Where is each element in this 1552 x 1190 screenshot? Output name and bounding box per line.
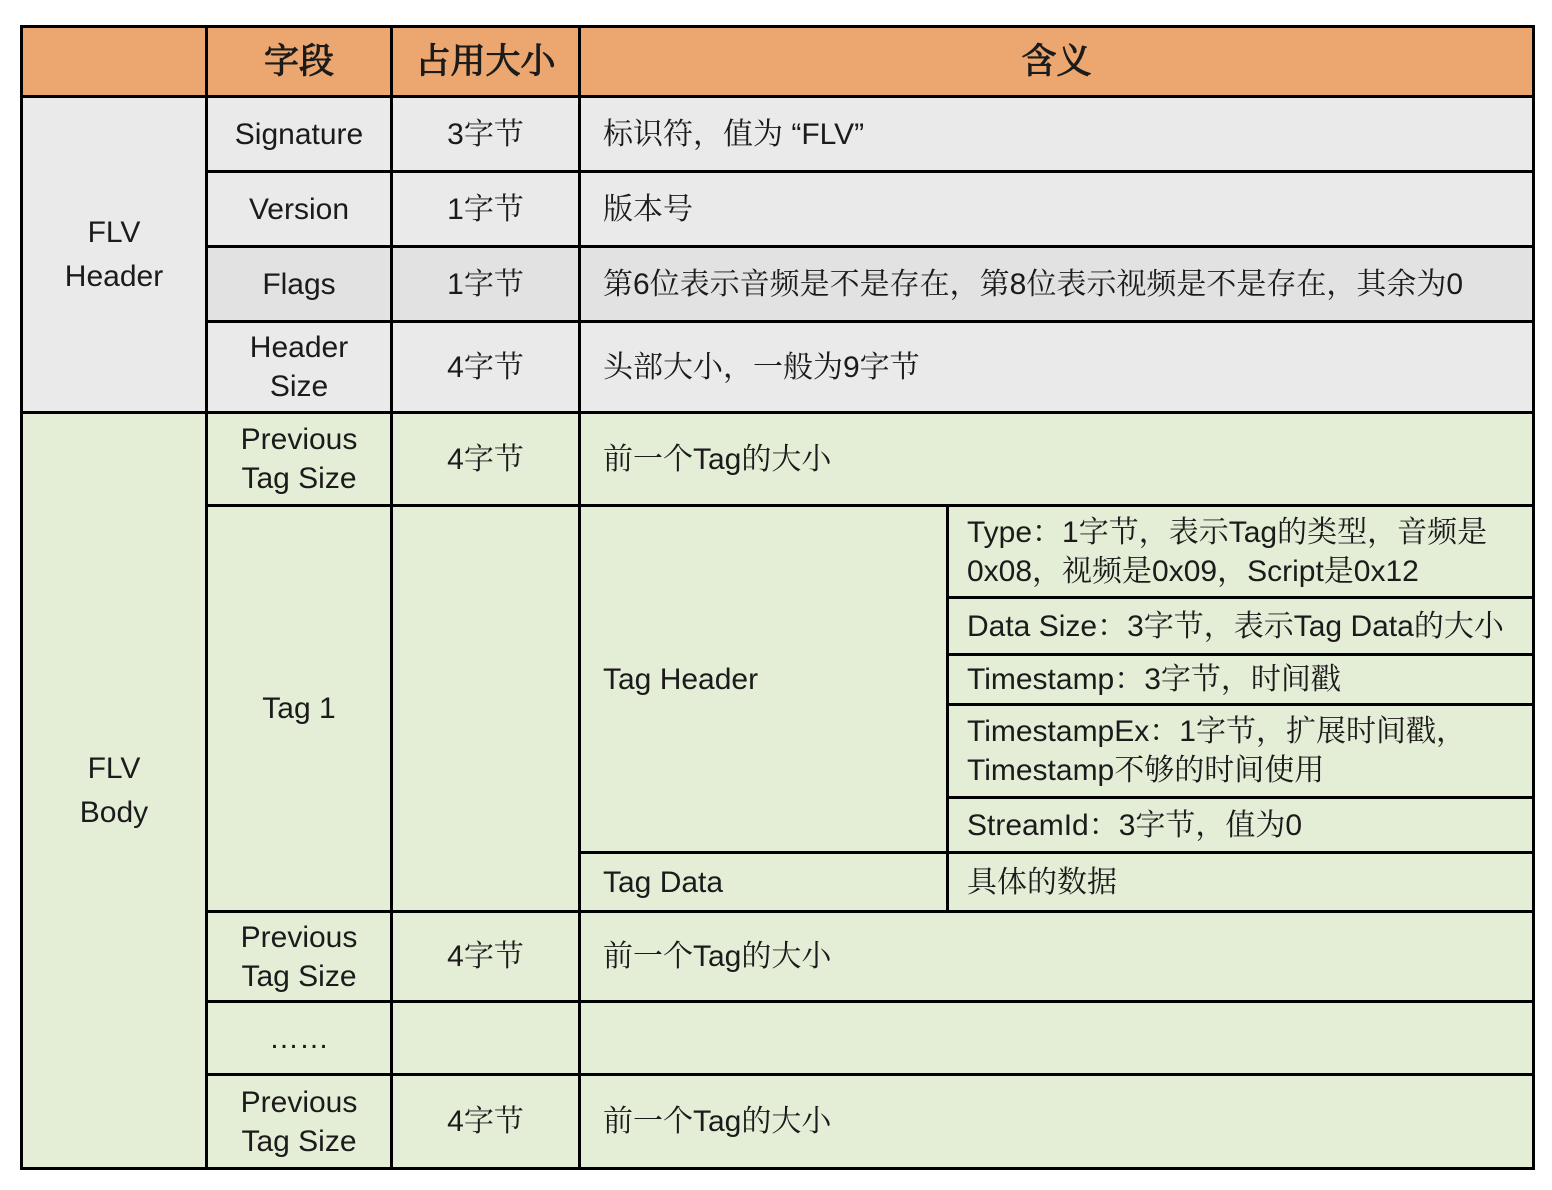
table-row-flags bbox=[22, 247, 1534, 322]
cell-prev-tag-size-1-field: Previous Tag Size bbox=[207, 413, 392, 506]
cell-tag1-label: Tag 1 bbox=[207, 506, 392, 912]
cell-tag-header-type: Type：1字节，表示Tag的类型，音频是0x08，视频是0x09，Script是0x12 bbox=[948, 506, 1534, 598]
cell-flags-meaning: 第6位表示音频是不是存在，第8位表示视频是不是存在，其余为0 bbox=[580, 247, 1534, 322]
header-cell-field: 字段 bbox=[207, 27, 392, 97]
cell-tag1-size-empty bbox=[392, 506, 580, 912]
table-row-version bbox=[22, 172, 1534, 247]
cell-prev-tag-size-1-size: 4字节 bbox=[392, 413, 580, 506]
cell-signature-field: Signature bbox=[207, 97, 392, 172]
cell-prev-tag-size-3-size: 4字节 bbox=[392, 1075, 580, 1169]
cell-version-meaning: 版本号 bbox=[580, 172, 1534, 247]
header-cell-empty bbox=[22, 27, 207, 97]
flv-format-table bbox=[20, 25, 1535, 1170]
cell-ellipsis-meaning-empty bbox=[580, 1002, 1534, 1075]
group-cell-flv-body: FLV Body bbox=[22, 413, 207, 1169]
cell-tag-header-label: Tag Header bbox=[580, 506, 948, 853]
cell-signature-meaning: 标识符，值为 “FLV” bbox=[580, 97, 1534, 172]
header-cell-meaning: 含义 bbox=[580, 27, 1534, 97]
cell-header-size-meaning: 头部大小，一般为9字节 bbox=[580, 322, 1534, 413]
cell-header-size-size: 4字节 bbox=[392, 322, 580, 413]
table-row-ellipsis bbox=[22, 1002, 1534, 1075]
table-row-prev-tag-size-1 bbox=[22, 413, 1534, 506]
cell-version-size: 1字节 bbox=[392, 172, 580, 247]
cell-tag-data-label: Tag Data bbox=[580, 853, 948, 912]
table-row-prev-tag-size-3 bbox=[22, 1075, 1534, 1169]
cell-prev-tag-size-2-field: Previous Tag Size bbox=[207, 912, 392, 1002]
cell-prev-tag-size-2-size: 4字节 bbox=[392, 912, 580, 1002]
group-cell-flv-header: FLV Header bbox=[22, 97, 207, 413]
table-row-header-size bbox=[22, 322, 1534, 413]
header-cell-size: 占用大小 bbox=[392, 27, 580, 97]
table-row-prev-tag-size-2 bbox=[22, 912, 1534, 1002]
table-header-row bbox=[22, 27, 1534, 97]
cell-ellipsis-size-empty bbox=[392, 1002, 580, 1075]
cell-header-size-field: Header Size bbox=[207, 322, 392, 413]
cell-version-field: Version bbox=[207, 172, 392, 247]
cell-prev-tag-size-3-field: Previous Tag Size bbox=[207, 1075, 392, 1169]
table-row-signature bbox=[22, 97, 1534, 172]
cell-prev-tag-size-3-meaning: 前一个Tag的大小 bbox=[580, 1075, 1534, 1169]
cell-prev-tag-size-2-meaning: 前一个Tag的大小 bbox=[580, 912, 1534, 1002]
cell-flags-size: 1字节 bbox=[392, 247, 580, 322]
table-row-tag1-type bbox=[22, 506, 1534, 598]
cell-ellipsis-field: …… bbox=[207, 1002, 392, 1075]
cell-tag-header-timestamp-ex: TimestampEx：1字节，扩展时间戳，Timestamp不够的时间使用 bbox=[948, 705, 1534, 798]
cell-flags-field: Flags bbox=[207, 247, 392, 322]
cell-prev-tag-size-1-meaning: 前一个Tag的大小 bbox=[580, 413, 1534, 506]
cell-tag-data-meaning: 具体的数据 bbox=[948, 853, 1534, 912]
cell-signature-size: 3字节 bbox=[392, 97, 580, 172]
cell-tag-header-data-size: Data Size：3字节，表示Tag Data的大小 bbox=[948, 598, 1534, 655]
cell-tag-header-stream-id: StreamId：3字节，值为0 bbox=[948, 798, 1534, 853]
cell-tag-header-timestamp: Timestamp：3字节，时间戳 bbox=[948, 655, 1534, 705]
